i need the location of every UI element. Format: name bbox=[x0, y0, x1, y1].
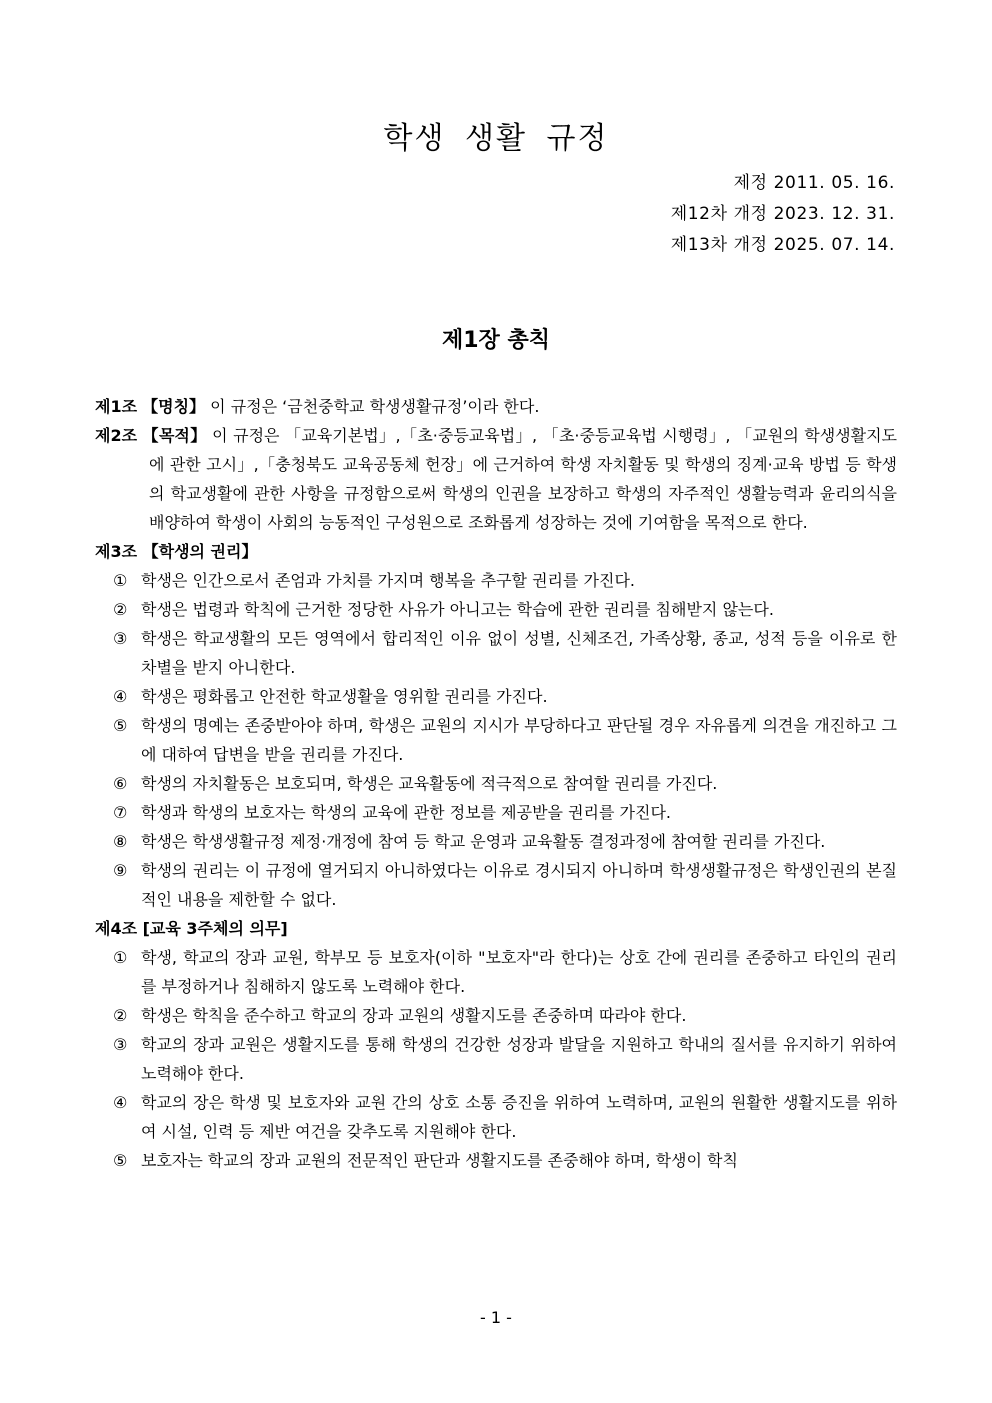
chapter-title: 제1장 총칙 bbox=[442, 328, 550, 353]
item-text: 학교의 장과 교원은 생활지도를 통해 학생의 건강한 성장과 발달을 지원하고 학내의 질서를 유지하기 위하여 노력해야 한다. bbox=[141, 1035, 897, 1083]
article-title: 【목적】 bbox=[142, 426, 207, 445]
item-number: ⑨ bbox=[113, 861, 128, 880]
list-item bbox=[95, 1030, 897, 1088]
item-text: 학생의 명예는 존중받아야 하며, 학생은 교원의 지시가 부당하다고 판단될 경우 자유롭게 의견을 개진하고 그에 대하여 답변을 받을 권리를 가진다. bbox=[141, 716, 897, 764]
item-text: 학생은 인간으로서 존엄과 가치를 가지며 행복을 추구할 권리를 가진다. bbox=[141, 571, 635, 590]
item-text: 학생은 학칙을 준수하고 학교의 장과 교원의 생활지도를 존중하며 따라야 한다. bbox=[141, 1006, 687, 1025]
article-number: 제1조 bbox=[95, 397, 138, 416]
item-number: ⑤ bbox=[113, 1151, 128, 1170]
revision-enacted: 제정 2011. 05. 16. bbox=[733, 173, 895, 193]
list-item bbox=[95, 827, 897, 856]
article-number: 제2조 bbox=[95, 426, 138, 445]
page-number: - 1 - bbox=[480, 1308, 512, 1327]
item-number: ① bbox=[113, 571, 128, 590]
item-text: 학생은 학교생활의 모든 영역에서 합리적인 이유 없이 성별, 신체조건, 가족상황, 종교, 성적 등을 이유로 한 차별을 받지 아니한다. bbox=[141, 629, 897, 677]
list-item bbox=[95, 856, 897, 914]
item-text: 학생의 권리는 이 규정에 열거되지 아니하였다는 이유로 경시되지 아니하며 학생생활규정은 학생인권의 본질적인 내용을 제한할 수 없다. bbox=[141, 861, 897, 909]
item-text: 학생은 평화롭고 안전한 학교생활을 영위할 권리를 가진다. bbox=[141, 687, 548, 706]
document-title: 학생 생활 규정 bbox=[383, 121, 609, 156]
article-1 bbox=[95, 392, 897, 421]
item-number: ⑦ bbox=[113, 803, 128, 822]
list-item bbox=[95, 711, 897, 769]
list-item bbox=[95, 1088, 897, 1146]
article-title: 【명칭】 bbox=[142, 397, 206, 416]
item-number: ④ bbox=[113, 1093, 128, 1112]
list-item bbox=[95, 566, 897, 595]
article-2 bbox=[95, 421, 897, 537]
article-4-items bbox=[95, 943, 897, 1175]
document-body bbox=[95, 392, 897, 1175]
item-number: ③ bbox=[113, 629, 128, 648]
list-item bbox=[95, 682, 897, 711]
item-text: 학생의 자치활동은 보호되며, 학생은 교육활동에 적극적으로 참여할 권리를 가진다. bbox=[141, 774, 718, 793]
revision-13: 제13차 개정 2025. 07. 14. bbox=[670, 235, 895, 255]
item-text: 보호자는 학교의 장과 교원의 전문적인 판단과 생활지도를 존중해야 하며, 학생이 학칙 bbox=[141, 1151, 738, 1170]
article-3-heading: 제3조 【학생의 권리】 bbox=[95, 542, 258, 561]
revision-history bbox=[671, 168, 895, 261]
list-item bbox=[95, 769, 897, 798]
list-item bbox=[95, 1146, 897, 1175]
list-item bbox=[95, 595, 897, 624]
item-text: 학생, 학교의 장과 교원, 학부모 등 보호자(이하 "보호자"라 한다)는 상호 간에 권리를 존중하고 타인의 권리를 부정하거나 침해하지 않도록 노력해야 한다. bbox=[141, 948, 897, 996]
list-item bbox=[95, 943, 897, 1001]
list-item bbox=[95, 1001, 897, 1030]
item-text: 학생은 학생생활규정 제정·개정에 참여 등 학교 운영과 교육활동 결정과정에 참여할 권리를 가진다. bbox=[141, 832, 826, 851]
item-text: 학생은 법령과 학칙에 근거한 정당한 사유가 아니고는 학습에 관한 권리를 침해받지 않는다. bbox=[141, 600, 774, 619]
article-text: 이 규정은 ‘금천중학교 학생생활규정’이라 한다. bbox=[210, 397, 540, 416]
revision-12: 제12차 개정 2023. 12. 31. bbox=[670, 204, 895, 224]
item-text: 학교의 장은 학생 및 보호자와 교원 간의 상호 소통 증진을 위하여 노력하며, 교원의 원활한 생활지도를 위하여 시설, 인력 등 제반 여건을 갖추도록 지원해야 한다. bbox=[141, 1093, 897, 1141]
item-number: ② bbox=[113, 600, 128, 619]
list-item bbox=[95, 798, 897, 827]
article-4-heading: 제4조 [교육 3주체의 의무] bbox=[95, 919, 288, 938]
item-number: ④ bbox=[113, 687, 128, 706]
item-text: 학생과 학생의 보호자는 학생의 교육에 관한 정보를 제공받을 권리를 가진다. bbox=[141, 803, 671, 822]
item-number: ② bbox=[113, 1006, 128, 1025]
item-number: ③ bbox=[113, 1035, 128, 1054]
item-number: ⑥ bbox=[113, 774, 128, 793]
article-text: 이 규정은 「교육기본법」,「초·중등교육법」, 「초·중등교육법 시행령」, 「교원의 학생생활지도에 관한 고시」,「충청북도 교육공동체 헌장」에 근거하여 학생 자치활동 및 학생의 징계·교육 방법 등 학생의 학교생활에 관한 사항을 규정함으로써 학생의 인권을 보장하고 학생의 자주적인 생활능력과 윤리의식을 배양하여 학생이 사회의 능동적인 구성원으로 조화롭게 성장하는 것에 기여함을 목적으로 한다. bbox=[149, 426, 898, 532]
article-3-items bbox=[95, 566, 897, 914]
item-number: ⑤ bbox=[113, 716, 128, 735]
list-item bbox=[95, 624, 897, 682]
item-number: ⑧ bbox=[113, 832, 128, 851]
item-number: ① bbox=[113, 948, 128, 967]
